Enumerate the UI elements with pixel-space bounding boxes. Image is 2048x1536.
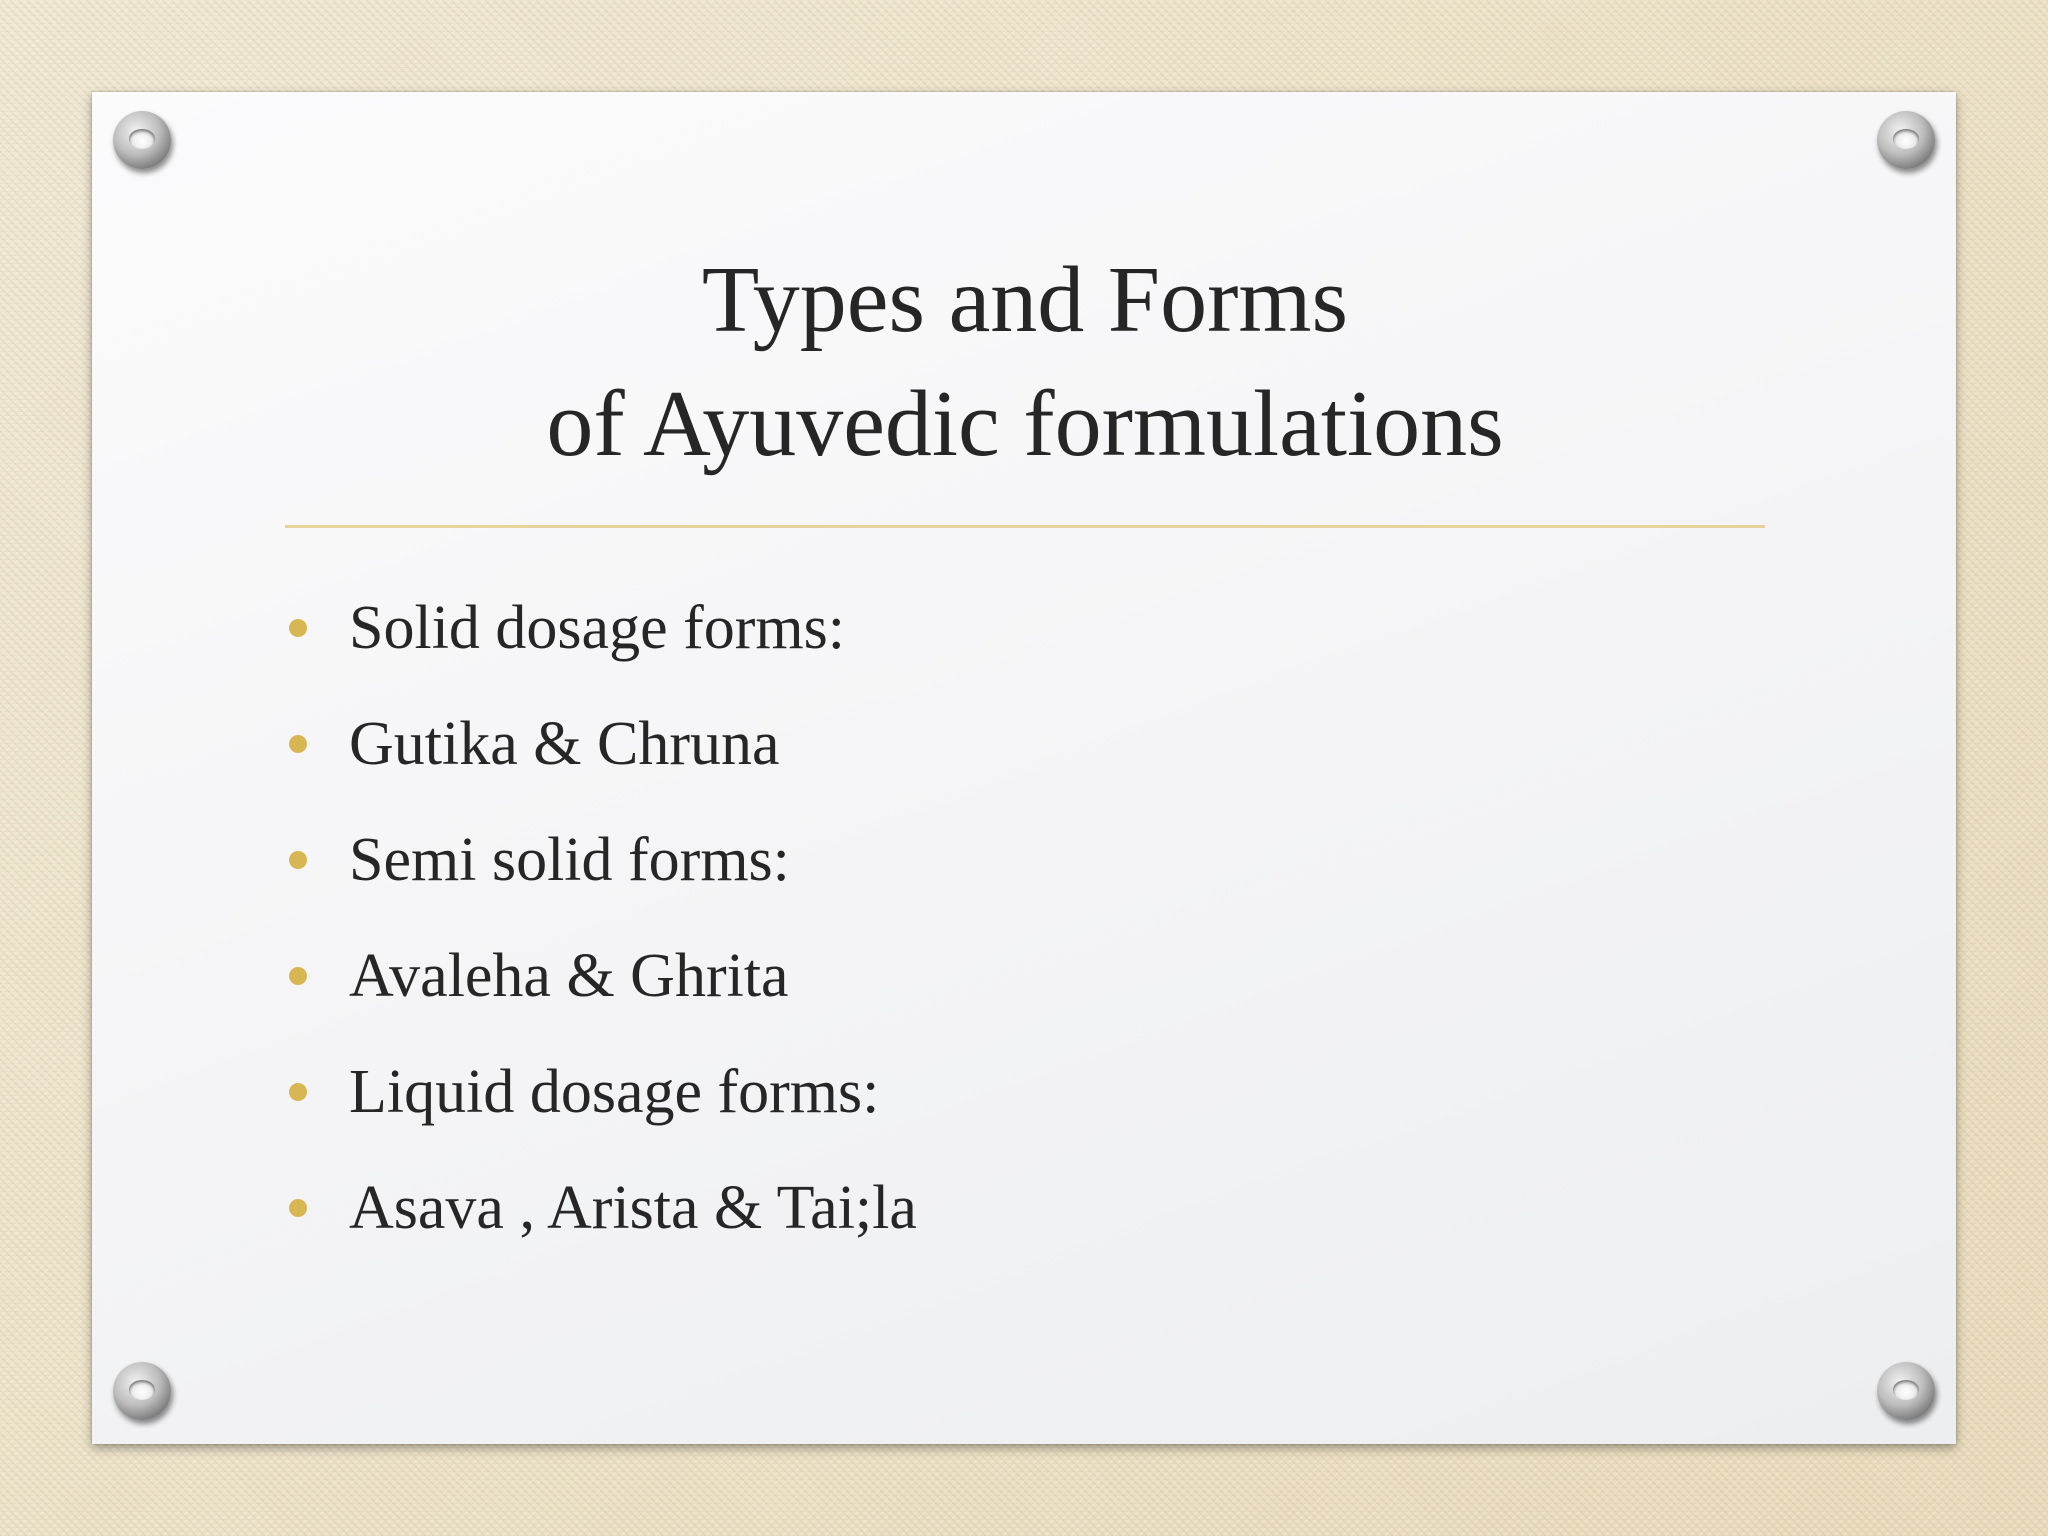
title-divider bbox=[285, 525, 1765, 528]
bullet-text: Semi solid forms: bbox=[349, 825, 790, 894]
bullet-text: Solid dosage forms: bbox=[349, 593, 845, 662]
bullet-dot-icon bbox=[289, 735, 307, 753]
bullet-item bbox=[285, 918, 917, 1034]
bullet-item bbox=[285, 1034, 917, 1150]
bullet-text: Gutika & Chruna bbox=[349, 709, 780, 778]
bullet-dot-icon bbox=[289, 967, 307, 985]
bullet-item bbox=[285, 570, 917, 686]
slide-title-line-1: Types and Forms bbox=[701, 248, 1349, 352]
grommet-bottom-right-icon bbox=[1877, 1362, 1935, 1420]
bullet-text: Asava , Arista & Tai;la bbox=[349, 1173, 917, 1242]
bullet-dot-icon bbox=[289, 1199, 307, 1217]
grommet-bottom-left-icon bbox=[113, 1362, 171, 1420]
bullet-text: Liquid dosage forms: bbox=[349, 1057, 880, 1126]
slide-title-line-2: of Ayuvedic formulations bbox=[546, 372, 1504, 476]
bullet-dot-icon bbox=[289, 851, 307, 869]
grommet-top-right-icon bbox=[1877, 111, 1935, 169]
slide-title bbox=[285, 238, 1765, 486]
bullet-dot-icon bbox=[289, 1083, 307, 1101]
grommet-top-left-icon bbox=[113, 111, 171, 169]
bullet-list bbox=[285, 570, 917, 1266]
bullet-item bbox=[285, 802, 917, 918]
bullet-item bbox=[285, 686, 917, 802]
bullet-text: Avaleha & Ghrita bbox=[349, 941, 789, 1010]
bullet-item bbox=[285, 1150, 917, 1266]
bullet-dot-icon bbox=[289, 619, 307, 637]
